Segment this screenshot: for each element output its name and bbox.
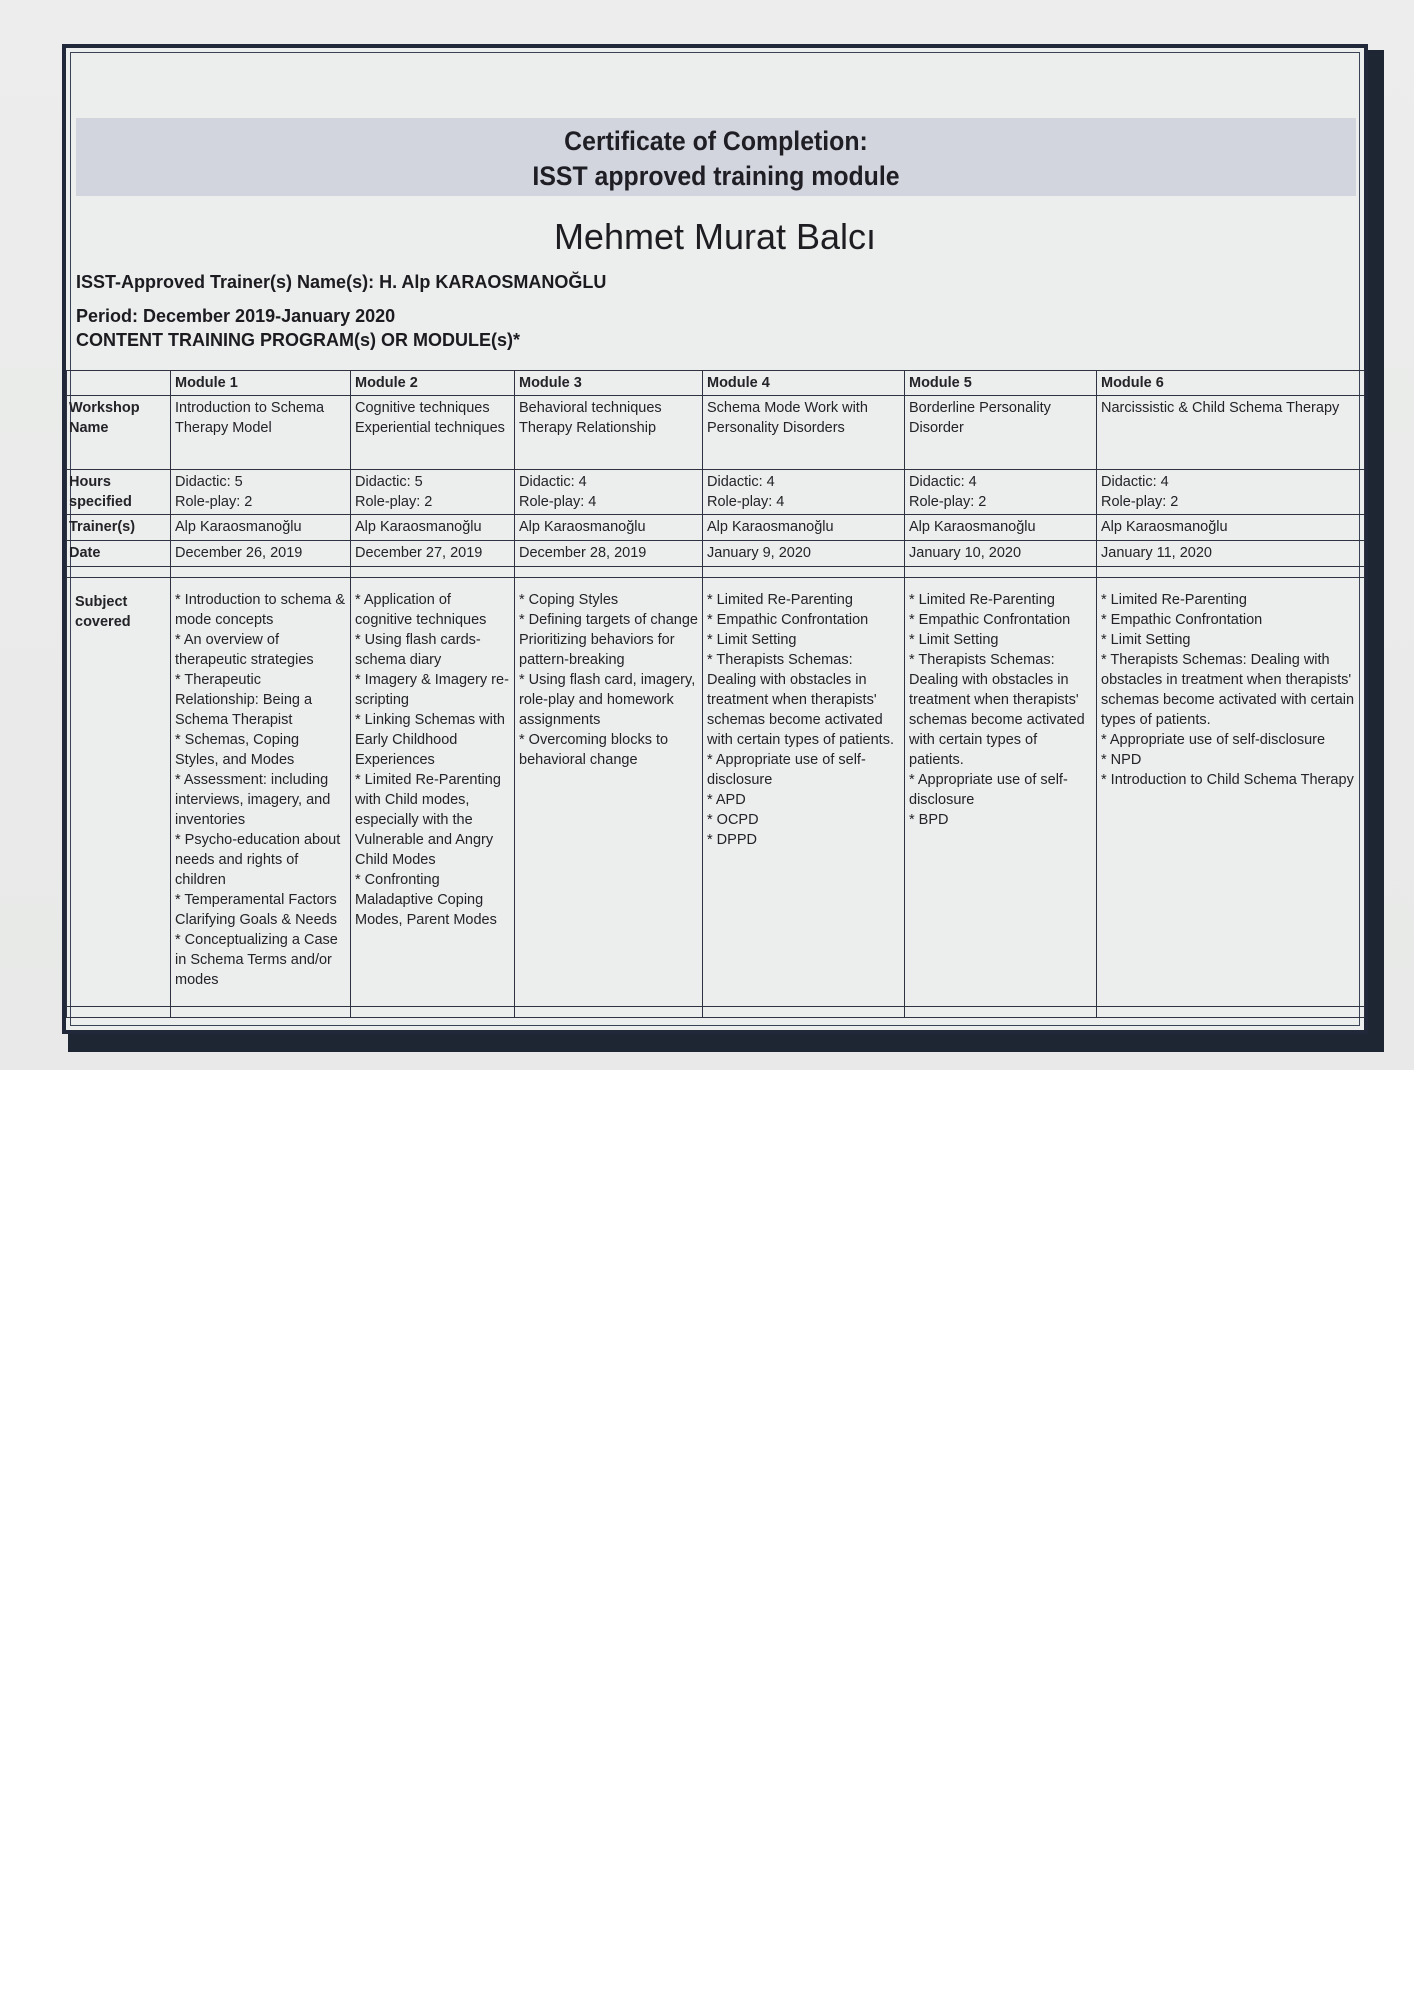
hours-line: Role-play: 2: [1101, 494, 1179, 510]
certificate-frame: [62, 44, 1368, 1034]
subject-item: * Confronting Maladaptive Coping Modes, Parent Modes: [355, 872, 497, 928]
workshop-name-cell: Borderline Personality Disorder: [905, 396, 1097, 470]
subject-item: * Empathic Confrontation: [707, 612, 869, 628]
trainer-cell: Alp Karaosmanoğlu: [905, 515, 1097, 541]
trainer-cell: Alp Karaosmanoğlu: [351, 515, 515, 541]
trainer-cell: Alp Karaosmanoğlu: [171, 515, 351, 541]
date-cell: December 28, 2019: [515, 541, 703, 567]
date-cell: January 10, 2020: [905, 541, 1097, 567]
workshop-name-cell: Introduction to Schema Therapy Model: [171, 396, 351, 470]
subject-item: * NPD: [1101, 752, 1142, 768]
subject-item: * Overcoming blocks to behavioral change: [519, 732, 673, 768]
certificate-title-line2: ISST approved training module: [532, 161, 900, 191]
subject-item: * Appropriate use of self-disclosure: [909, 772, 1068, 808]
subject-item: * Conceptualizing a Case in Schema Terms and/or modes: [175, 932, 342, 988]
hours-line: Didactic: 4: [519, 474, 587, 490]
module-header: Module 2: [351, 371, 515, 396]
subject-item: * BPD: [909, 812, 949, 828]
hours-line: Role-play: 2: [909, 494, 987, 510]
module-header: Module 1: [171, 371, 351, 396]
subject-item: schemas become activated with certain types of patients.: [1101, 692, 1359, 728]
period-line: Period: December 2019-January 2020: [76, 306, 396, 326]
subject-item: * Psycho-education about needs and rights of children: [175, 832, 345, 888]
subject-item: * Therapists Schemas: Dealing with obstacles in treatment when therapists' schemas become activated with certain types of patients.: [707, 652, 894, 748]
title-band: [76, 118, 1356, 196]
table-row-header: [67, 371, 1365, 396]
subject-item: * Using flash card, imagery, role-play and homework assignments: [519, 672, 700, 728]
subjects-cell: [1097, 578, 1365, 1018]
subject-item: * DPPD: [707, 832, 757, 848]
spacer-cell: [515, 567, 703, 578]
module-header: Module 4: [703, 371, 905, 396]
table-row-date: [67, 541, 1365, 567]
spacer-cell: [905, 567, 1097, 578]
subject-item: * Linking Schemas with Early Childhood Experiences: [355, 712, 509, 768]
recipient-name: Mehmet Murat Balcı: [553, 216, 877, 257]
subjects-cell: [351, 578, 515, 1018]
row-label-date: Date: [67, 541, 171, 567]
table-row-workshop: [67, 396, 1365, 470]
subject-item: * Therapeutic Relationship: Being a Schema Therapist: [175, 672, 317, 728]
hours-line: Role-play: 4: [707, 494, 785, 510]
subject-item: * Empathic Confrontation: [1101, 612, 1263, 628]
workshop-name-cell: Behavioral techniques Therapy Relationship: [515, 396, 703, 470]
row-label-empty: [67, 371, 171, 396]
date-cell: December 27, 2019: [351, 541, 515, 567]
subject-item: * Limited Re-Parenting: [909, 592, 1055, 608]
spacer-cell: [1097, 567, 1365, 578]
table-row-subjects: [67, 578, 1365, 1018]
subject-item: * OCPD: [707, 812, 759, 828]
subject-item: * Limited Re-Parenting: [1101, 592, 1247, 608]
date-cell: December 26, 2019: [171, 541, 351, 567]
row-label-empty: [67, 567, 171, 578]
subject-item: * APD: [707, 792, 746, 808]
subject-item: * Assessment: including interviews, imagery, and inventories: [175, 772, 335, 828]
trainer-cell: Alp Karaosmanoğlu: [1097, 515, 1365, 541]
subject-item: * Therapists Schemas: Dealing with obstacles in treatment when therapists': [1101, 652, 1352, 688]
trainer-line: ISST-Approved Trainer(s) Name(s): H. Alp KARAOSMANOĞLU: [76, 272, 607, 292]
hours-cell: [905, 470, 1097, 515]
hours-line: Didactic: 5: [175, 474, 243, 490]
subjects-cell: [171, 578, 351, 1018]
subject-item: * Limited Re-Parenting: [707, 592, 853, 608]
row-label-trainer: Trainer(s): [67, 515, 171, 541]
subject-item: * Using flash cards- schema diary: [355, 632, 485, 668]
spacer-cell: [351, 567, 515, 578]
hours-line: Didactic: 4: [1101, 474, 1169, 490]
bottom-rule: [66, 1006, 1364, 1007]
subject-item: * Empathic Confrontation: [909, 612, 1071, 628]
table-row-gap: [67, 567, 1365, 578]
hours-cell: [351, 470, 515, 515]
workshop-name-cell: Narcissistic & Child Schema Therapy: [1097, 396, 1365, 470]
subjects-cell: [703, 578, 905, 1018]
subject-item: * Appropriate use of self-disclosure: [1101, 732, 1326, 748]
row-label-workshop: Workshop Name: [67, 396, 171, 470]
subject-item: * Appropriate use of self-disclosure: [707, 752, 866, 788]
hours-line: Role-play: 4: [519, 494, 597, 510]
date-cell: January 9, 2020: [703, 541, 905, 567]
row-label-subject: Subject covered: [67, 578, 171, 1018]
subject-item: * Application of cognitive techniques: [355, 592, 487, 628]
subject-item: * Schemas, Coping Styles, and Modes: [175, 732, 304, 768]
subject-item: * Introduction to schema & mode concepts: [175, 592, 350, 628]
subject-item: * Coping Styles: [519, 592, 619, 608]
hours-line: Role-play: 2: [175, 494, 253, 510]
hours-line: Didactic: 5: [355, 474, 423, 490]
table-row-hours: [67, 470, 1365, 515]
subject-item: * Temperamental Factors Clarifying Goals & Needs: [175, 892, 341, 928]
subject-item: * Limit Setting: [1101, 632, 1191, 648]
row-label-hours: Hours specified: [67, 470, 171, 515]
spacer-cell: [703, 567, 905, 578]
hours-cell: [515, 470, 703, 515]
module-table: [66, 370, 1365, 1018]
workshop-name-cell: Schema Mode Work with Personality Disorders: [703, 396, 905, 470]
subject-item: * Imagery & Imagery re-scripting: [355, 672, 509, 708]
program-line: CONTENT TRAINING PROGRAM(s) OR MODULE(s)*: [76, 330, 520, 350]
subject-item: * Defining targets of change: [519, 612, 698, 628]
hours-line: Didactic: 4: [707, 474, 775, 490]
hours-cell: [1097, 470, 1365, 515]
module-header: Module 3: [515, 371, 703, 396]
hours-line: Didactic: 4: [909, 474, 977, 490]
subject-item: * Therapists Schemas: Dealing with obstacles in treatment when therapists' schemas become activated with certain types of patients.: [909, 652, 1089, 768]
certificate-title-line1: Certificate of Completion:: [564, 126, 868, 156]
module-header: Module 5: [905, 371, 1097, 396]
hours-line: Role-play: 2: [355, 494, 433, 510]
subject-item: * Limited Re-Parenting with Child modes, especially with the Vulnerable and Angry Child Modes: [355, 772, 505, 868]
trainer-cell: Alp Karaosmanoğlu: [515, 515, 703, 541]
hours-cell: [703, 470, 905, 515]
date-cell: January 11, 2020: [1097, 541, 1365, 567]
subject-item: * Introduction to Child Schema Therapy: [1101, 772, 1354, 788]
workshop-name-cell: Cognitive techniques Experiential techniques: [351, 396, 515, 470]
table-row-trainer: [67, 515, 1365, 541]
subject-item: Prioritizing behaviors for pattern-breaking: [519, 632, 679, 668]
hours-cell: [171, 470, 351, 515]
module-header: Module 6: [1097, 371, 1365, 396]
subject-item: * An overview of therapeutic strategies: [175, 632, 314, 668]
subjects-cell: [905, 578, 1097, 1018]
subjects-cell: [515, 578, 703, 1018]
spacer-cell: [171, 567, 351, 578]
subject-item: * Limit Setting: [707, 632, 797, 648]
trainer-cell: Alp Karaosmanoğlu: [703, 515, 905, 541]
subject-item: * Limit Setting: [909, 632, 999, 648]
